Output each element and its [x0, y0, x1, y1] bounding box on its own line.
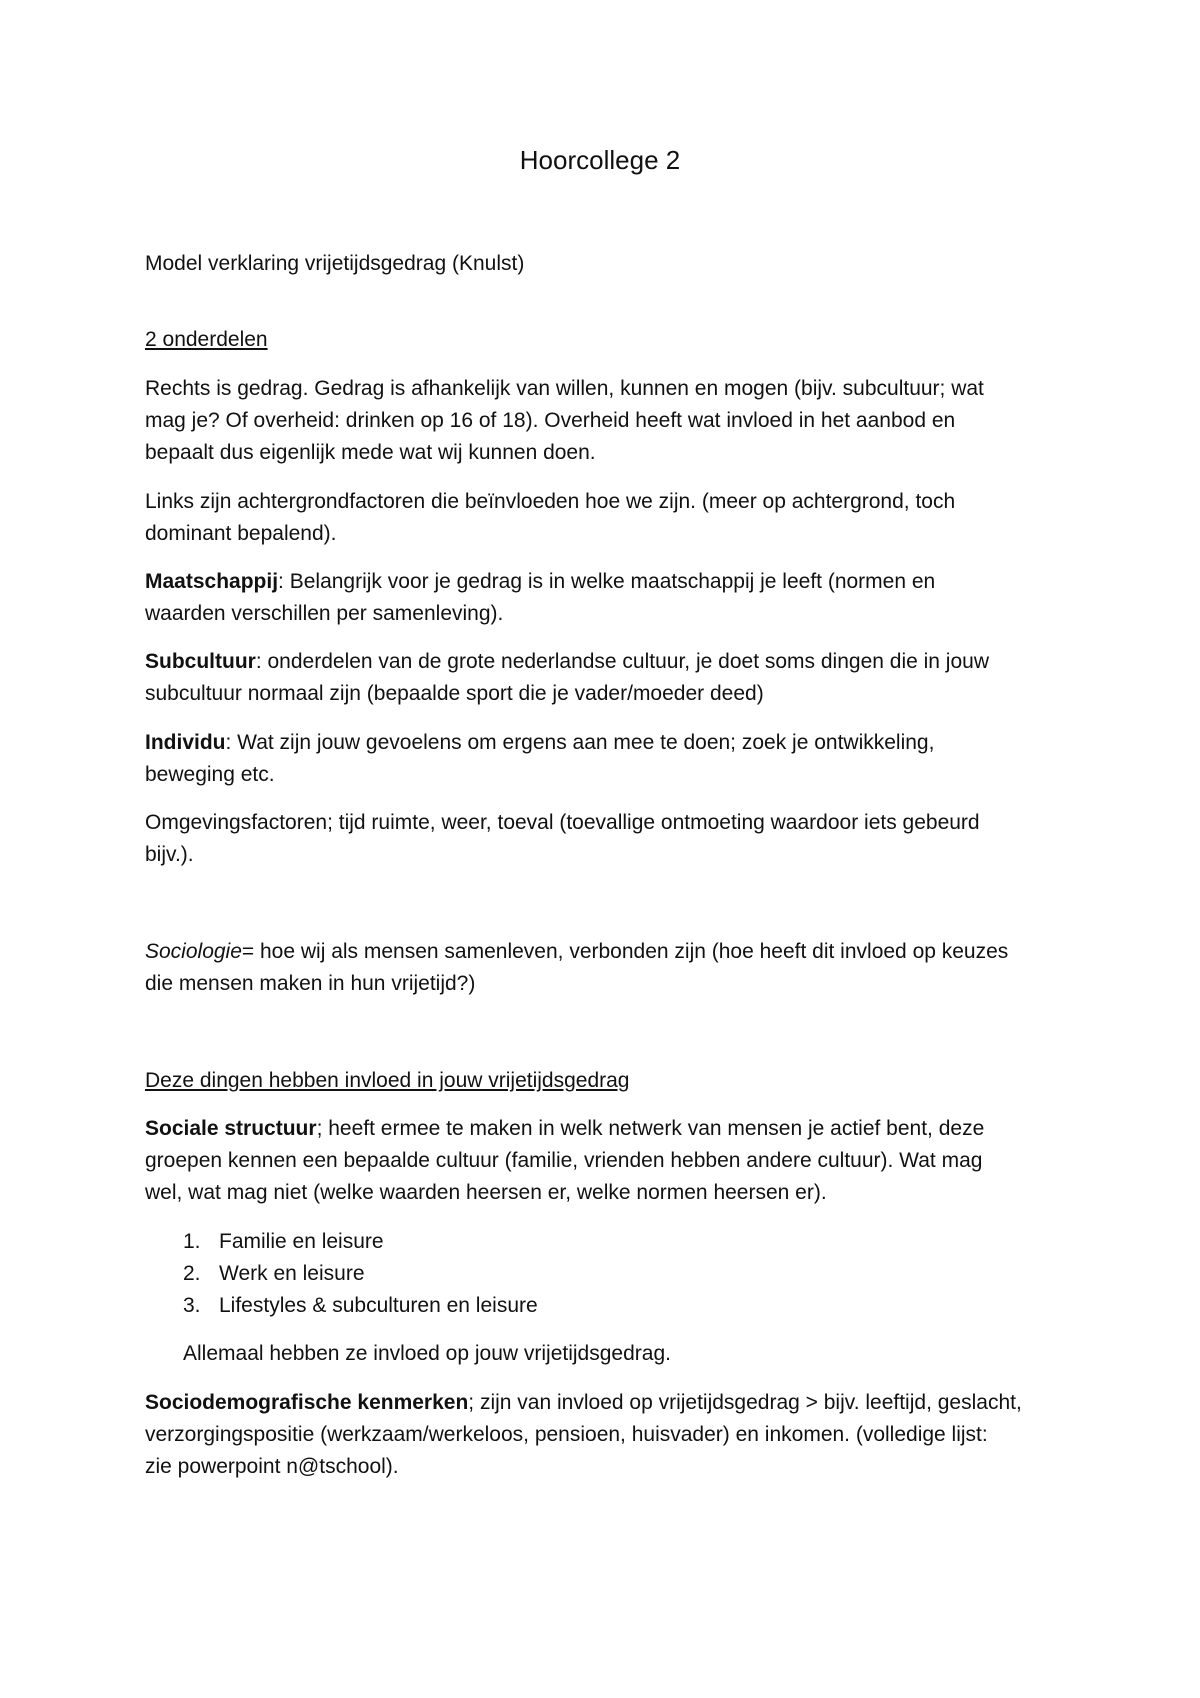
sociale-line-1	[145, 1113, 1065, 1145]
subcultuur-line-1	[145, 646, 1065, 678]
list-item-text: Familie en leisure	[219, 1230, 384, 1253]
list-item	[183, 1226, 384, 1258]
list-number: 1.	[183, 1230, 201, 1253]
sociologie-line-1	[145, 936, 1065, 968]
maatschappij-line-1	[145, 566, 1065, 598]
list-item	[183, 1258, 365, 1290]
document-title: Hoorcollege 2	[519, 145, 681, 175]
list-number: 2.	[183, 1262, 201, 1285]
individu-line-2: beweging etc.	[145, 763, 275, 786]
links-line-2: dominant bepalend).	[145, 522, 337, 545]
rechts-line-1: Rechts is gedrag. Gedrag is afhankelijk van willen, kunnen en mogen (bijv. subcultuur; wat	[145, 377, 984, 400]
socio-line-3: zie powerpoint n@tschool).	[145, 1455, 399, 1478]
subcultuur-text: : onderdelen van de grote nederlandse cultuur, je doet soms dingen die in jouw	[255, 650, 989, 673]
socio-text: ; zijn van invloed op vrijetijdsgedrag > bijv. leeftijd, geslacht,	[468, 1391, 1022, 1414]
maatschappij-line-2: waarden verschillen per samenleving).	[145, 602, 504, 625]
list-item	[183, 1290, 538, 1322]
list-item-text: Werk en leisure	[219, 1262, 365, 1285]
sociologie-text: = hoe wij als mensen samenleven, verbonden zijn (hoe heeft dit invloed op keuzes	[241, 940, 1009, 963]
links-line-1: Links zijn achtergrondfactoren die beïnvloeden hoe we zijn. (meer op achtergrond, toch	[145, 490, 956, 513]
maatschappij-term: Maatschappij	[145, 570, 279, 593]
section-heading-onderdelen: 2 onderdelen	[145, 328, 268, 351]
sociale-term: Sociale structuur	[145, 1117, 317, 1140]
rechts-line-2: mag je? Of overheid: drinken op 16 of 18). Overheid heeft wat invloed in het aanbod en	[145, 409, 956, 432]
individu-text: : Wat zijn jouw gevoelens om ergens aan mee te doen; zoek je ontwikkeling,	[225, 731, 935, 754]
section-heading-invloed: Deze dingen hebben invloed in jouw vrijetijdsgedrag	[145, 1069, 630, 1092]
individu-line-1	[145, 727, 1065, 759]
list-number: 3.	[183, 1294, 201, 1317]
list-item-text: Lifestyles & subculturen en leisure	[219, 1294, 538, 1317]
sociale-text: ; heeft ermee te maken in welk netwerk van mensen je actief bent, deze	[316, 1117, 985, 1140]
model-heading: Model verklaring vrijetijdsgedrag (Knulst)	[145, 252, 525, 275]
rechts-line-3: bepaalt dus eigenlijk mede wat wij kunnen doen.	[145, 441, 596, 464]
omgeving-line-1: Omgevingsfactoren; tijd ruimte, weer, toeval (toevallige ontmoeting waardoor iets gebeurd	[145, 811, 980, 834]
sociale-line-2: groepen kennen een bepaalde cultuur (familie, vrienden hebben andere cultuur). Wat mag	[145, 1149, 983, 1172]
subcultuur-line-2: subcultuur normaal zijn (bepaalde sport die je vader/moeder deed)	[145, 682, 764, 705]
socio-term: Sociodemografische kenmerken	[145, 1391, 469, 1414]
socio-line-2: verzorgingspositie (werkzaam/werkeloos, pensioen, huisvader) en inkomen. (volledige lijst:	[145, 1423, 988, 1446]
sociologie-term: Sociologie	[145, 940, 242, 963]
allemaal-text: Allemaal hebben ze invloed op jouw vrijetijdsgedrag.	[183, 1342, 671, 1365]
sociale-line-3: wel, wat mag niet (welke waarden heersen er, welke normen heersen er).	[145, 1181, 827, 1204]
socio-line-1	[145, 1387, 1065, 1419]
sociologie-line-2: die mensen maken in hun vrijetijd?)	[145, 972, 476, 995]
omgeving-line-2: bijv.).	[145, 843, 194, 866]
subcultuur-term: Subcultuur	[145, 650, 256, 673]
individu-term: Individu	[145, 731, 226, 754]
maatschappij-text: : Belangrijk voor je gedrag is in welke maatschappij je leeft (normen en	[278, 570, 936, 593]
